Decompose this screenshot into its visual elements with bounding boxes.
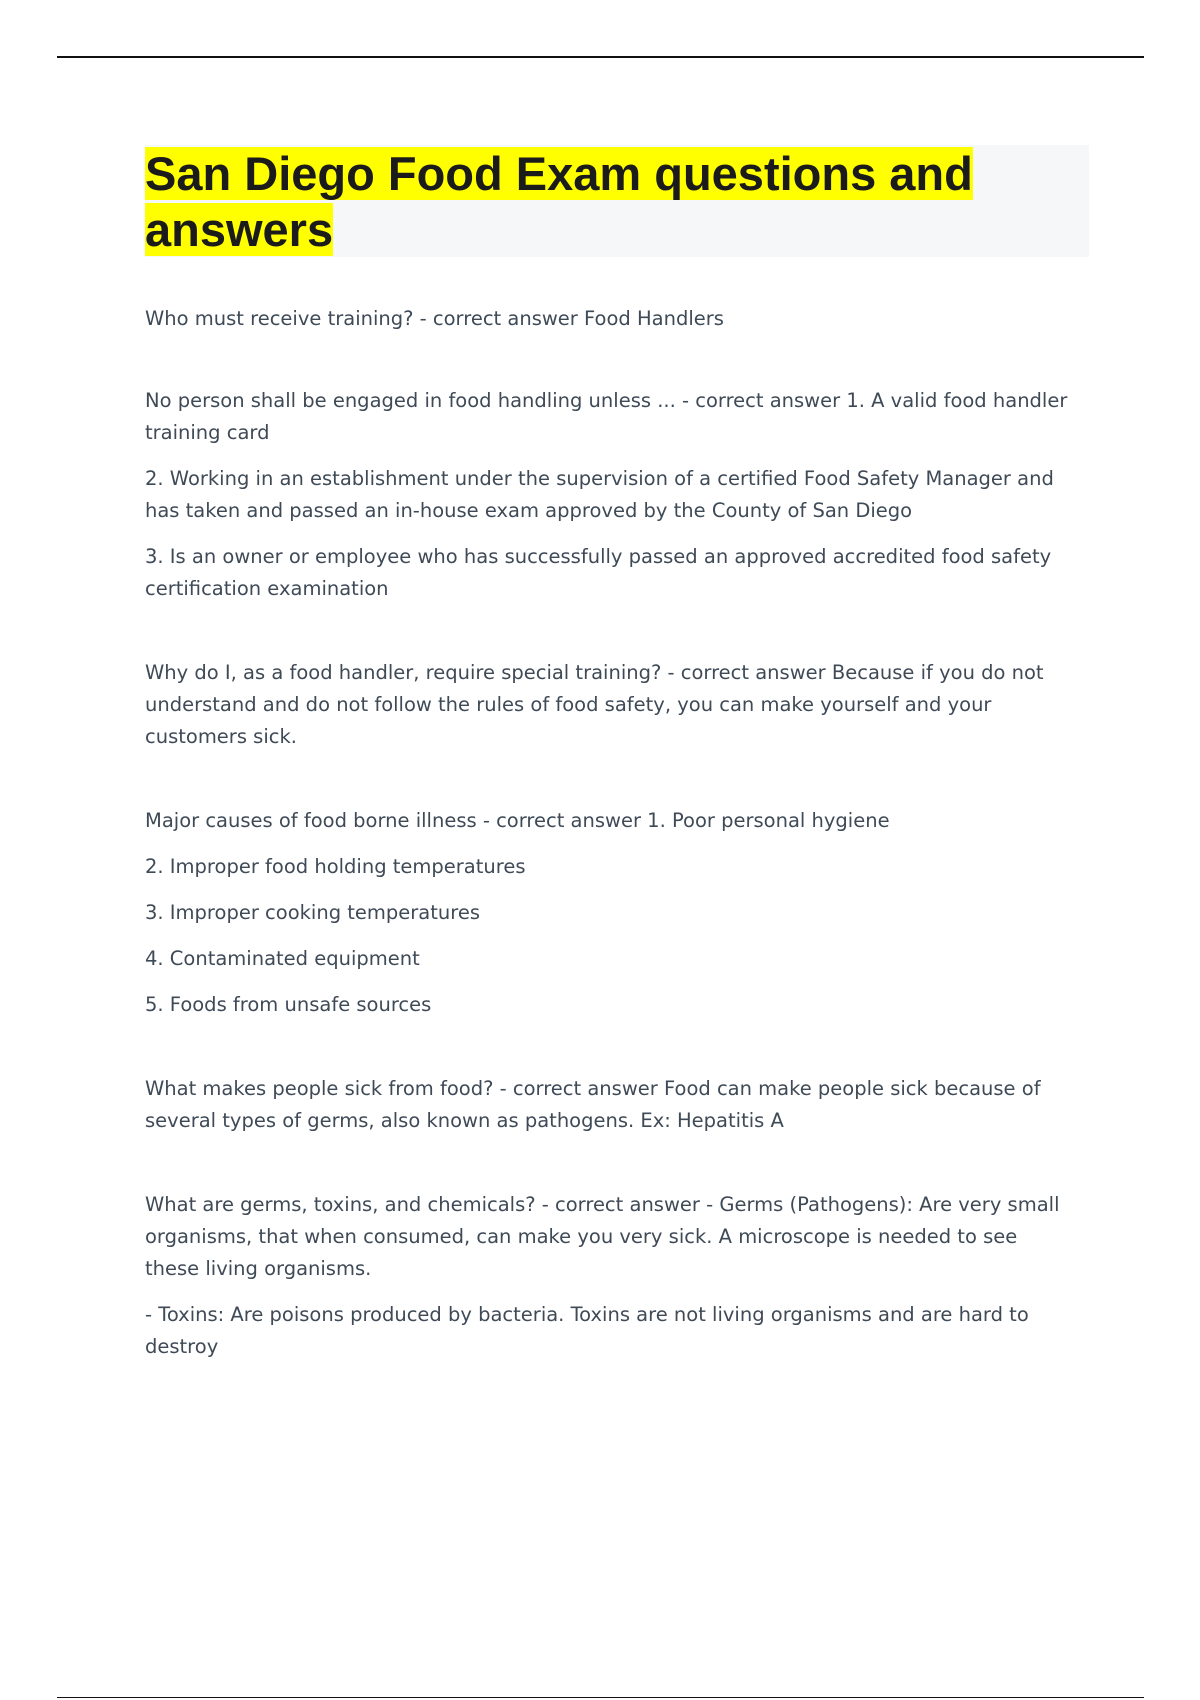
qa-paragraph: Who must receive training? - correct answer Food Handlers bbox=[145, 307, 724, 330]
qa-paragraph: - Toxins: Are poisons produced by bacteria. Toxins are not living organisms and are hard to destroy bbox=[145, 1303, 1029, 1358]
qa-paragraph: 2. Improper food holding temperatures bbox=[145, 855, 526, 878]
qa-paragraph: Major causes of food borne illness - correct answer 1. Poor personal hygiene bbox=[145, 809, 890, 832]
qa-paragraph: 4. Contaminated equipment bbox=[145, 947, 420, 970]
page-title bbox=[145, 146, 1005, 258]
top-rule bbox=[57, 56, 1144, 58]
title-highlight: San Diego Food Exam questions and answers bbox=[145, 147, 973, 256]
bottom-rule bbox=[57, 1697, 1144, 1698]
qa-paragraph: 3. Is an owner or employee who has successfully passed an approved accredited food safety certification examination bbox=[145, 545, 1052, 600]
qa-paragraph: Why do I, as a food handler, require special training? - correct answer Because if you do not understand and do not follow the rules of food safety, you can make yourself and your customers sick. bbox=[145, 661, 1044, 748]
qa-paragraph: 3. Improper cooking temperatures bbox=[145, 901, 480, 924]
document-body bbox=[145, 303, 1075, 1379]
qa-paragraph: What are germs, toxins, and chemicals? - correct answer - Germs (Pathogens): Are very small organisms, that when consumed, can make you very sick. A microscope is needed to see these living organisms. bbox=[145, 1193, 1060, 1280]
qa-paragraph: No person shall be engaged in food handling unless ... - correct answer 1. A valid food handler training card bbox=[145, 389, 1068, 444]
qa-paragraph: 2. Working in an establishment under the supervision of a certified Food Safety Manager and has taken and passed an in-house exam approved by the County of San Diego bbox=[145, 467, 1054, 522]
qa-paragraph: What makes people sick from food? - correct answer Food can make people sick because of several types of germs, also known as pathogens. Ex: Hepatitis A bbox=[145, 1077, 1041, 1132]
qa-paragraph: 5. Foods from unsafe sources bbox=[145, 993, 432, 1016]
